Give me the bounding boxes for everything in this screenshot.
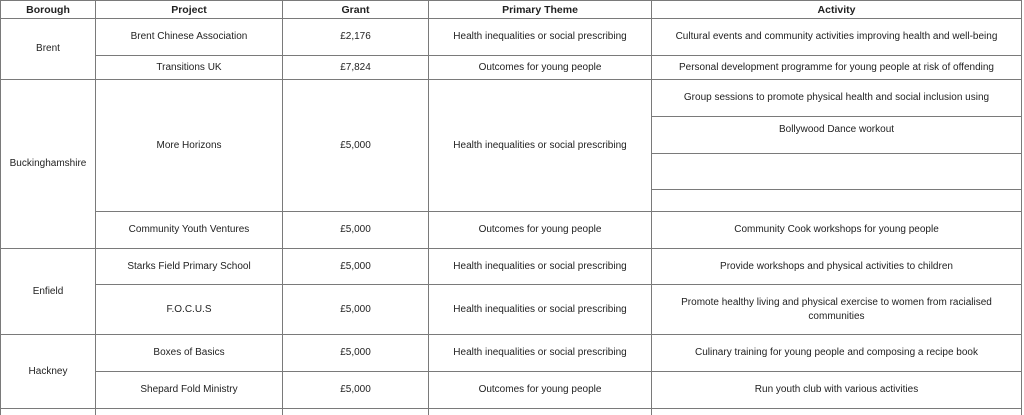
- theme-cell: Outcomes for young people: [429, 372, 652, 409]
- table-row: [1, 212, 1022, 249]
- theme-cell: Health inequalities or social prescribing: [429, 335, 652, 372]
- header-row: [1, 1, 1022, 19]
- grant-cell: £5,000: [283, 80, 429, 212]
- grant-cell: £5,000: [283, 212, 429, 249]
- grant-cell: £5,000: [283, 335, 429, 372]
- header-borough: Borough: [1, 1, 96, 19]
- table-row: [1, 56, 1022, 80]
- grant-cell: £2,176: [283, 19, 429, 56]
- project-cell: More Horizons: [96, 80, 283, 212]
- project-cell: Brent Chinese Association: [96, 19, 283, 56]
- theme-cell: Health inequalities or social prescribing: [429, 19, 652, 56]
- borough-cell: Enfield: [1, 249, 96, 335]
- table-row: [1, 19, 1022, 56]
- grant-cell: £5,000: [283, 285, 429, 335]
- table-row: [1, 285, 1022, 335]
- project-cell: F.O.C.U.S: [96, 285, 283, 335]
- table-row: [1, 335, 1022, 372]
- grant-cell: £5,000: [283, 249, 429, 285]
- header-activity: Activity: [652, 1, 1022, 19]
- header-project: Project: [96, 1, 283, 19]
- header-grant: Grant: [283, 1, 429, 19]
- theme-cell: Health inequalities or social prescribing: [429, 249, 652, 285]
- header-primary-theme: Primary Theme: [429, 1, 652, 19]
- theme-cell: Outcomes for young people: [429, 212, 652, 249]
- activity-cell: Promote healthy living and physical exercise to women from racialised communities: [652, 285, 1022, 335]
- activity-cell: Run youth club with various activities: [652, 372, 1022, 409]
- theme-cell: Health inequalities or social prescribing: [429, 80, 652, 212]
- theme-cell: Outcomes for young people: [429, 56, 652, 80]
- table-row: [1, 249, 1022, 285]
- borough-cell: Buckinghamshire: [1, 80, 96, 249]
- grant-cell: £5,000: [283, 372, 429, 409]
- activity-cell: Group sessions to promote physical health and social inclusion using: [652, 80, 1022, 117]
- activity-cell: Cultural events and community activities improving health and well-being: [652, 19, 1022, 56]
- project-cell: Transitions UK: [96, 56, 283, 80]
- activity-cell: Personal development programme for young people at risk of offending: [652, 56, 1022, 80]
- project-cell: Starks Field Primary School: [96, 249, 283, 285]
- table-row: [1, 80, 1022, 117]
- borough-cell: Hackney: [1, 335, 96, 409]
- activity-cell: Provide workshops and physical activities to children: [652, 249, 1022, 285]
- borough-cell: Brent: [1, 19, 96, 80]
- project-cell: Shepard Fold Ministry: [96, 372, 283, 409]
- theme-cell: Health inequalities or social prescribing: [429, 285, 652, 335]
- activity-cell: Bollywood Dance workout: [652, 117, 1022, 154]
- grant-cell: £7,824: [283, 56, 429, 80]
- project-cell: Community Youth Ventures: [96, 212, 283, 249]
- table-row: [1, 372, 1022, 409]
- project-cell: Boxes of Basics: [96, 335, 283, 372]
- activity-cell: Community Cook workshops for young people: [652, 212, 1022, 249]
- activity-cell: [652, 190, 1022, 212]
- activity-cell: [652, 154, 1022, 190]
- activity-cell: Culinary training for young people and composing a recipe book: [652, 335, 1022, 372]
